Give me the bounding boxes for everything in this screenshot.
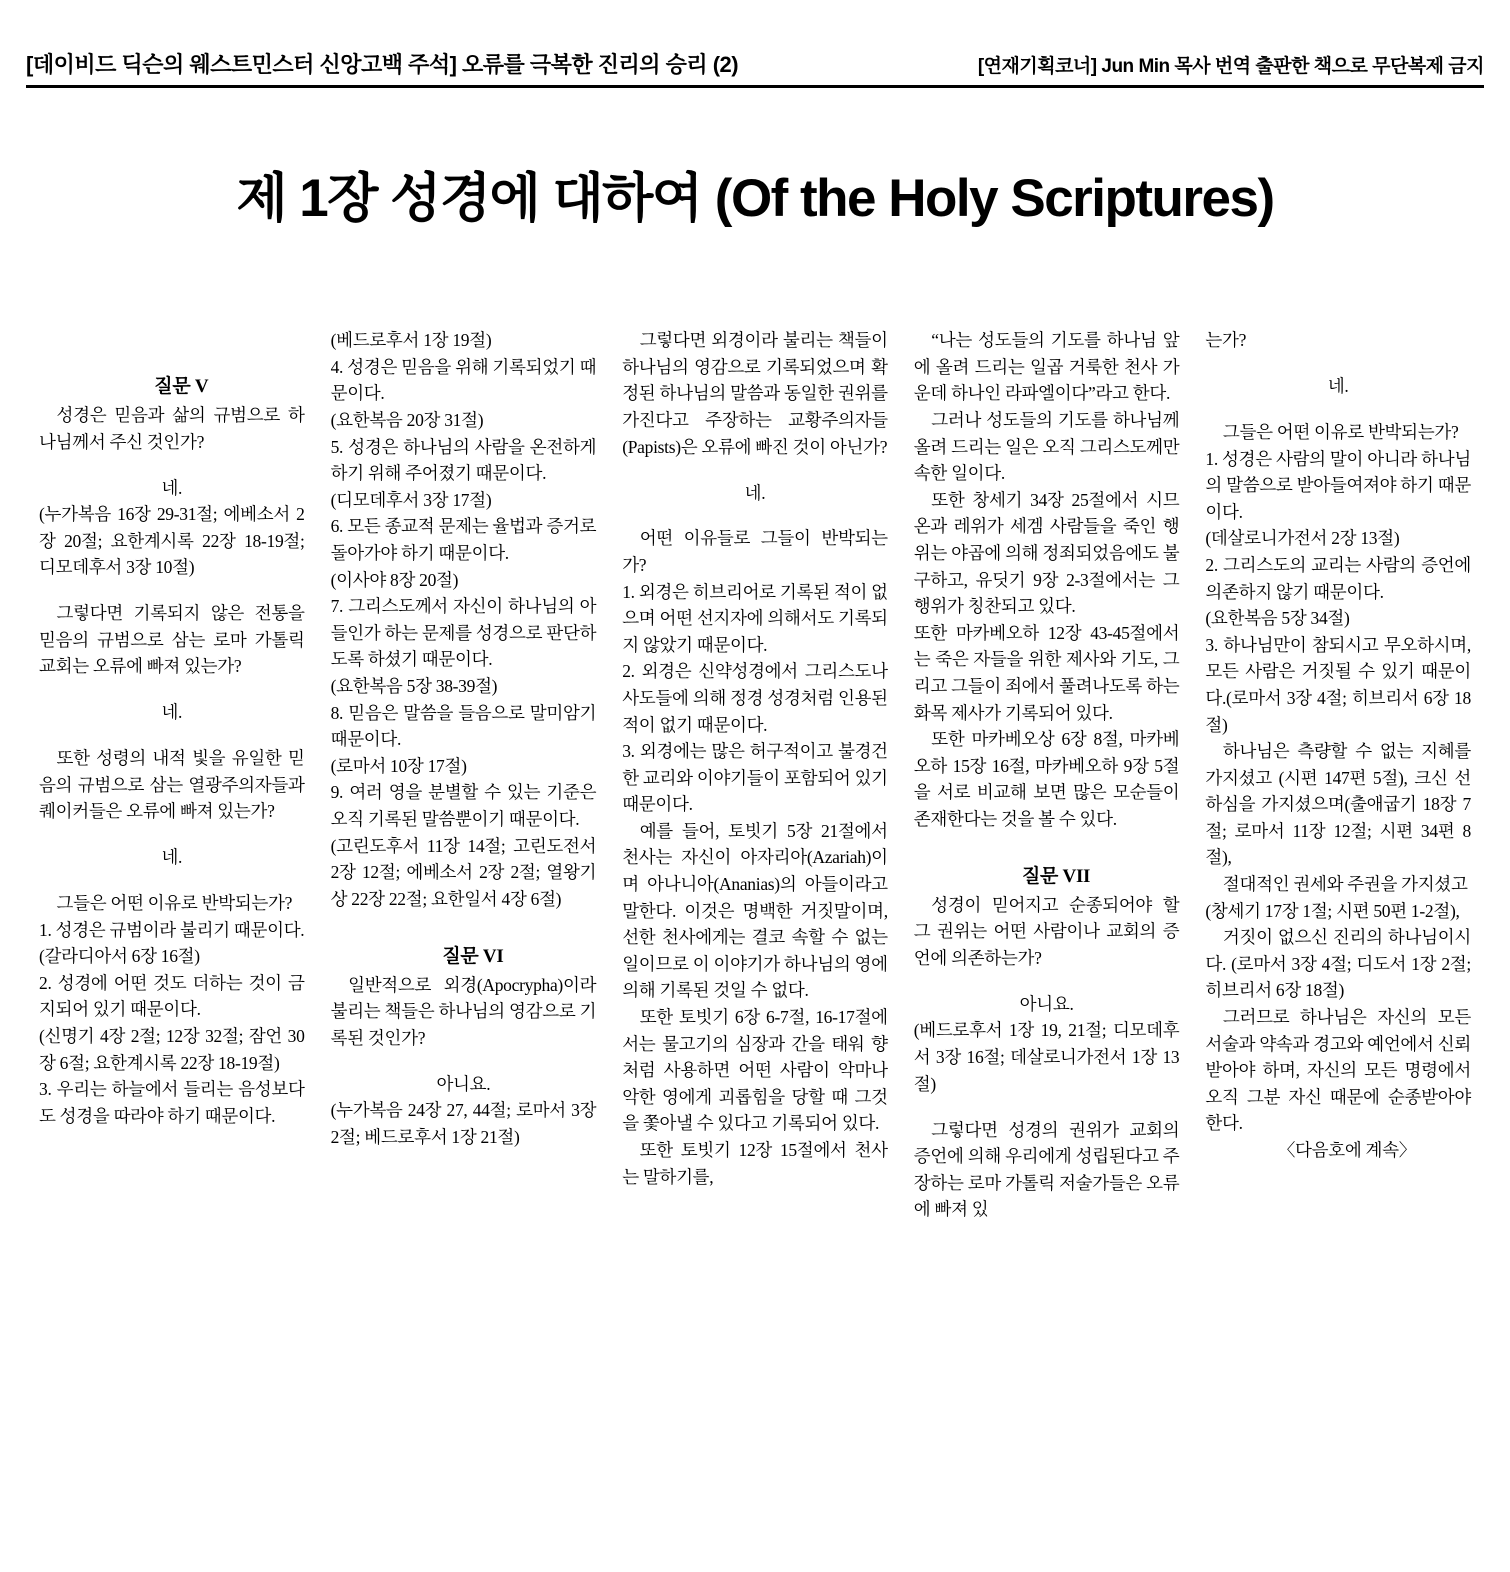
paragraph: (요한복음 5장 38-39절) <box>330 676 498 697</box>
paragraph: 7. 그리스도께서 자신이 하나님의 아들인가 하는 문제를 성경으로 판단하도록 하셨기 때문이다. <box>330 596 597 670</box>
article-columns <box>26 327 1484 1223</box>
article-column-2 <box>318 327 610 1150</box>
paragraph: 또한 토빗기 12장 15절에서 천사는 말하기를, <box>622 1140 888 1187</box>
article-column-5 <box>1192 327 1484 1163</box>
paragraph: 또한 마카베오하 12장 43-45절에서는 죽은 자들을 위한 제사와 기도, 그리고 그들이 죄에서 풀려나도록 하는 화목 제사가 기록되어 있다. <box>913 622 1180 723</box>
paragraph: 절대적인 권세와 주권을 가지셨고 <box>1222 874 1468 895</box>
paragraph: 어떤 이유들로 그들이 반박되는가? <box>622 528 888 575</box>
paragraph: 3. 하나님만이 참되시고 무오하시며, 모든 사람은 거짓될 수 있기 때문이다.(로마서 3장 4절; 히브리서 6장 18절) <box>1205 634 1471 735</box>
paragraph: (요한복음 20장 31절) <box>330 410 484 431</box>
paragraph: 는가? <box>1205 330 1247 351</box>
answer-text: 네. <box>161 702 183 723</box>
masthead <box>26 0 1484 88</box>
paragraph: 그렇다면 기록되지 않은 전통을 믿음의 규범으로 삼는 로마 가톨릭 교회는 오류에 빠져 있는가? <box>39 603 305 677</box>
answer-text: 네. <box>744 482 766 503</box>
masthead-series-label: [데이비드 딕슨의 웨스트민스터 신앙고백 주석] 오류를 극복한 진리의 승리 (2) <box>26 52 739 77</box>
paragraph: 5. 성경은 하나님의 사람을 온전하게 하기 위해 주어졌기 때문이다. <box>330 436 597 484</box>
paragraph: 그렇다면 성경의 권위가 교회의 증언에 의해 우리에게 성립된다고 주장하는 로마 가톨릭 저술가들은 오류에 빠져 있 <box>913 1119 1180 1220</box>
paragraph: 그들은 어떤 이유로 반박되는가? <box>56 892 293 913</box>
paragraph: 그들은 어떤 이유로 반박되는가? <box>1222 421 1459 442</box>
answer-text: 네. <box>161 847 183 868</box>
paragraph: (데살로니가전서 2장 13절) <box>1205 528 1400 549</box>
paragraph: (이사야 8장 20절) <box>330 569 459 590</box>
paragraph: 일반적으로 외경(Apocrypha)이라 불리는 책들은 하나님의 영감으로 기록된 것인가? <box>330 974 597 1048</box>
paragraph: (베드로후서 1장 19절) <box>330 330 492 351</box>
paragraph: (창세기 17장 1절; 시편 50편 1-2절), <box>1205 900 1460 921</box>
paragraph: “나는 성도들의 기도를 하나님 앞에 올려 드리는 일곱 거룩한 천사 가운데 하나인 라파엘이다”라고 한다. <box>913 330 1180 404</box>
paragraph: 또한 마카베오상 6장 8절, 마카베오하 15장 16절, 마카베오하 9장 5절을 서로 비교해 보면 많은 모순들이 존재한다는 것을 볼 수 있다. <box>913 729 1180 829</box>
paragraph: 거짓이 없으신 진리의 하나님이시다. (로마서 3장 4절; 디도서 1장 2절; 히브리서 6장 18절) <box>1205 927 1471 1001</box>
answer-text: 네. <box>161 477 183 498</box>
paragraph: 4. 성경은 믿음을 위해 기록되었기 때문이다. <box>330 356 597 404</box>
paragraph: (베드로후서 1장 19, 21절; 디모데후서 3장 16절; 데살로니가전서 1장 13절) <box>913 1020 1180 1094</box>
paragraph: 성경은 믿음과 삶의 규범으로 하나님께서 주신 것인가? <box>39 405 305 452</box>
paragraph: 1. 성경은 규범이라 불리기 때문이다. <box>39 919 305 940</box>
paragraph: (로마서 10장 17절) <box>330 755 467 776</box>
paragraph: 또한 토빗기 6장 6-7절, 16-17절에서는 물고기의 심장과 간을 태워 향처럼 사용하면 어떤 사람이 악마나 악한 영에게 괴롭힘을 당할 때 그것을 쫓아낼 수 있다고 기록되어 있다. <box>622 1007 888 1134</box>
question-heading: 질문 VI <box>442 945 504 967</box>
answer-text: 네. <box>1327 376 1349 397</box>
paragraph: 예를 들어, 토빗기 5장 21절에서 천사는 자신이 아자리아(Azariah)이며 아나니아(Ananias)의 아들이라고 말한다. 이것은 명백한 거짓말이며, 선한 천사에게는 결코 속할 수 없는 일이므로 이 이야기가 하나님의 영에 의해 기록된 것일 수 없다. <box>622 820 888 1001</box>
paragraph: 3. 외경에는 많은 허구적이고 불경건한 교리와 이야기들이 포함되어 있기 때문이다. <box>622 741 888 815</box>
paragraph: 2. 그리스도의 교리는 사람의 증언에 의존하지 않기 때문이다. <box>1205 554 1471 602</box>
paragraph: 2. 외경은 신약성경에서 그리스도나 사도들에 의해 정경 성경처럼 인용된 적이 없기 때문이다. <box>622 661 888 735</box>
paragraph: 9. 여러 영을 분별할 수 있는 기준은 오직 기록된 말씀뿐이기 때문이다. <box>330 782 597 829</box>
article-title-wrap <box>26 88 1484 283</box>
paragraph: 2. 성경에 어떤 것도 더하는 것이 금지되어 있기 때문이다. <box>39 972 305 1020</box>
paragraph: 그렇다면 외경이라 불리는 책들이 하나님의 영감으로 기록되었으며 확정된 하나님의 말씀과 동일한 권위를 가진다고 주장하는 교황주의자들(Papists)은 오류에 빠진 것이 아닌가? <box>622 330 888 457</box>
paragraph: (디모데후서 3장 17절) <box>330 489 492 510</box>
answer-text: 아니요. <box>436 1073 491 1094</box>
article-column-4 <box>901 327 1193 1223</box>
question-heading: 질문 V <box>154 376 209 398</box>
paragraph: (누가복음 16장 29-31절; 에베소서 2장 20절; 요한계시록 22장 18-19절; 디모데후서 3장 10절) <box>39 504 305 578</box>
paragraph: 또한 창세기 34장 25절에서 시므온과 레위가 세겜 사람들을 죽인 행위는 야곱에 의해 정죄되었음에도 불구하고, 유딧기 9장 2-3절에서는 그 행위가 칭찬되고 있다. <box>913 489 1180 617</box>
paragraph: (고린도후서 11장 14절; 고린도전서 2장 12절; 에베소서 2장 2절; 열왕기상 22장 22절; 요한일서 4장 6절) <box>330 835 597 909</box>
question-heading: 질문 VII <box>1021 865 1091 887</box>
paragraph: 1. 외경은 히브리어로 기록된 적이 없으며 어떤 선지자에 의해서도 기록되지 않았기 때문이다. <box>622 581 888 655</box>
article-column-1 <box>26 327 318 1129</box>
paragraph: 또한 성령의 내적 빛을 유일한 믿음의 규범으로 삼는 열광주의자들과 퀘이커들은 오류에 빠져 있는가? <box>39 748 305 822</box>
paragraph: 그러나 성도들의 기도를 하나님께 올려 드리는 일은 오직 그리스도께만 속한 일이다. <box>913 410 1180 484</box>
page-title: 제 1장 성경에 대하여 (Of the Holy Scriptures) <box>236 168 1274 228</box>
continuation-note: 〈다음호에 계속〉 <box>1277 1140 1416 1161</box>
paragraph: (갈라디아서 6장 16절) <box>39 946 200 967</box>
paragraph: 1. 성경은 사람의 말이 아니라 하나님의 말씀으로 받아들여져야 하기 때문이다. <box>1205 448 1471 522</box>
paragraph: 6. 모든 종교적 문제는 율법과 증거로 돌아가야 하기 때문이다. <box>330 516 597 564</box>
paragraph: 하나님은 측량할 수 없는 지혜를 가지셨고 (시편 147편 5절), 크신 선하심을 가지셨으며(출애굽기 18장 7절; 로마서 11장 12절; 시편 34편 8절), <box>1205 741 1471 868</box>
paragraph: 그러므로 하나님은 자신의 모든 서술과 약속과 경고와 예언에서 신뢰받아야 하며, 자신의 모든 명령에서 오직 그분 자신 때문에 순종받아야 한다. <box>1205 1007 1471 1134</box>
article-column-3 <box>609 327 901 1190</box>
answer-text: 아니요. <box>1019 993 1074 1014</box>
paragraph: 성경이 믿어지고 순종되어야 할 그 권위는 어떤 사람이나 교회의 증언에 의존하는가? <box>913 894 1180 969</box>
paragraph: 3. 우리는 하늘에서 들리는 음성보다도 성경을 따라야 하기 때문이다. <box>39 1079 305 1126</box>
paragraph: (누가복음 24장 27, 44절; 로마서 3장 2절; 베드로후서 1장 21절) <box>330 1100 597 1147</box>
masthead-credit-label: [연재기획코너] Jun Min 목사 번역 출판한 책으로 무단복제 금지 <box>977 56 1484 77</box>
paragraph: 8. 믿음은 말씀을 들음으로 말미암기 때문이다. <box>330 702 597 750</box>
paragraph: (요한복음 5장 34절) <box>1205 608 1350 629</box>
paragraph: (신명기 4장 2절; 12장 32절; 잠언 30장 6절; 요한계시록 22장 18-19절) <box>39 1025 305 1073</box>
